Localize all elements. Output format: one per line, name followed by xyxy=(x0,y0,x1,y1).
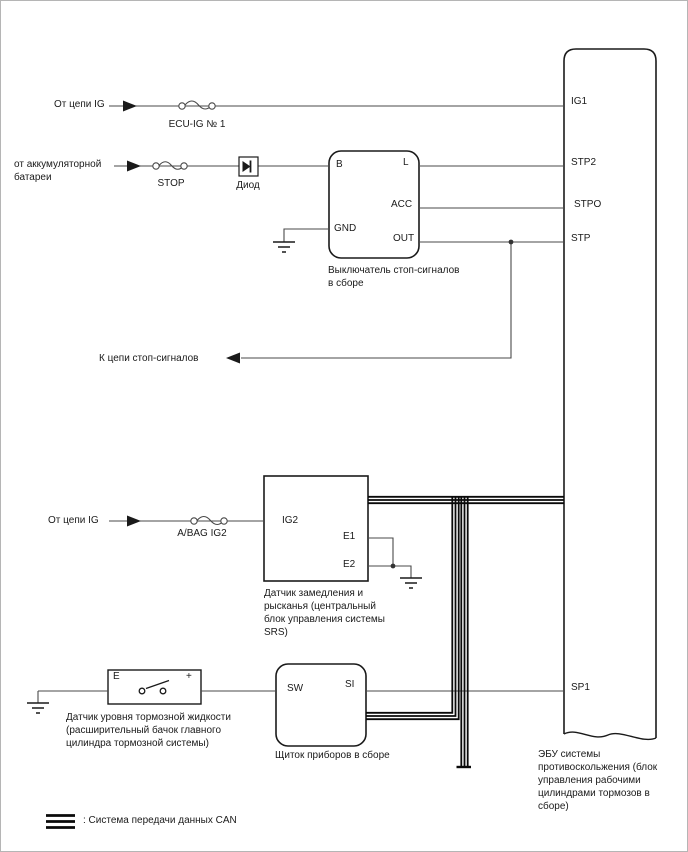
pin-l: L xyxy=(403,157,409,168)
pin-out: OUT xyxy=(393,233,415,244)
pin-stp2: STP2 xyxy=(571,157,597,168)
junction-dot xyxy=(391,564,396,569)
stop-switch-name: Выключатель стоп-сигналов в сборе xyxy=(328,265,460,289)
wire-e1 xyxy=(368,538,393,566)
pin-gnd: GND xyxy=(334,223,357,234)
wire-e2-gnd xyxy=(368,566,411,578)
fuse-label-abag-ig2: A/BAG IG2 xyxy=(177,528,227,539)
cluster-name: Щиток приборов в сборе xyxy=(275,750,390,761)
wire-stop-signal-branch xyxy=(241,242,511,358)
pin-e: E xyxy=(113,671,120,682)
can-bus xyxy=(366,497,564,767)
diode-label: Диод xyxy=(236,180,260,191)
pin-b: B xyxy=(336,159,343,170)
pin-e1: E1 xyxy=(343,531,356,542)
esc-ecu-name: ЭБУ системы противоскольжения (блок управления рабочими цилиндрами тормозов в сборе) xyxy=(538,749,658,812)
arrow-right-icon xyxy=(127,516,141,527)
esc-ecu-box xyxy=(564,49,656,738)
feed-label-ig2: От цепи IG xyxy=(48,515,99,526)
fuse-label-ecu-ig: ECU-IG № 1 xyxy=(168,119,226,130)
yaw-sensor-name: Датчик замедления и рысканья (центральный блок управления системы SRS) xyxy=(264,588,385,638)
pin-e2: E2 xyxy=(343,559,356,570)
can-legend-icon xyxy=(46,816,75,828)
diode-icon xyxy=(239,157,258,176)
feed-label-battery: от аккумуляторной батареи xyxy=(14,159,102,183)
pin-stp: STP xyxy=(571,233,591,244)
pin-si: SI xyxy=(345,679,355,690)
ground-icon xyxy=(400,578,422,588)
ground-icon xyxy=(273,242,295,252)
wire-fluid-gnd xyxy=(38,691,108,703)
fuse-label-stop: STOP xyxy=(157,178,185,189)
arrow-right-icon xyxy=(127,161,141,172)
arrow-left-icon xyxy=(226,353,240,364)
pin-sw: SW xyxy=(287,683,304,694)
pin-plus: + xyxy=(186,671,192,682)
branch-label-stop-signal: К цепи стоп-сигналов xyxy=(99,353,199,364)
pin-acc: ACC xyxy=(391,199,413,210)
pin-ig1: IG1 xyxy=(571,96,588,107)
legend-can-label: : Система передачи данных CAN xyxy=(83,815,237,826)
junction-dot xyxy=(509,240,514,245)
pin-sp1: SP1 xyxy=(571,682,590,693)
wire-switch-gnd xyxy=(284,229,329,242)
cluster-box xyxy=(276,664,366,746)
pin-stpo: STPO xyxy=(574,199,602,210)
pin-ig2: IG2 xyxy=(282,515,299,526)
ground-icon xyxy=(27,703,49,713)
arrow-right-icon xyxy=(123,101,137,112)
fuse-ecu-ig-icon xyxy=(179,101,215,109)
feed-label-ig-top: От цепи IG xyxy=(54,99,105,110)
fluid-sensor-name: Датчик уровня тормозной жидкости (расширительный бачок главного цилиндра тормозной системы) xyxy=(66,712,231,749)
